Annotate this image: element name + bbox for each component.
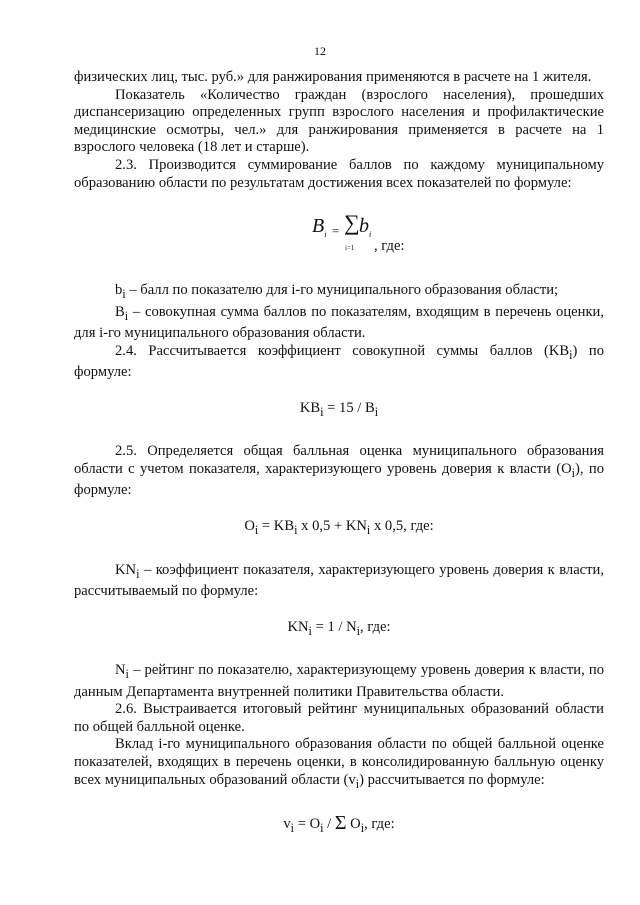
sigma-symbol-2: Σ	[334, 812, 347, 835]
paragraph-2-3: 2.3. Производится суммирование баллов по каждому муниципальному образованию области по результатам достижения всех показателей по формуле:	[74, 156, 604, 191]
paragraph-2-5: 2.5. Определяется общая балльная оценка муниципального образования области с учетом показателя, характеризующего уровень доверия к власти $(O_i)$, по формуле:	[74, 443, 604, 499]
formula-lhs: $B_i$	[312, 215, 327, 240]
definition-b-i: $b_i$ – балл по показателю для i-го муниципального образования области;	[115, 282, 559, 302]
definition-B-i: $B_i$ – совокупная сумма баллов по показателям, входящим в перечень оценки, для i-го муниципального образования области.	[74, 303, 604, 342]
document-body	[74, 69, 604, 838]
paragraph-contribution: Вклад i-го муниципального образования области по общей балльной оценке показателей, входящих в перечень оценки, в консолидированную балльную оценку всех муниципальных образований области $(v_i)$ рассчитывается по формуле:	[74, 736, 604, 791]
definition-kn-i: $KN_i$ – коэффициент показателя, характеризующего уровень доверия к власти, рассчитываемый по формуле:	[74, 561, 604, 600]
page-number: 12	[314, 44, 326, 58]
formula-kn: $KN_i = 1 / N_i$, где:	[287, 618, 391, 638]
formula-where: , где:	[374, 238, 405, 255]
paragraph-2-4: 2.4. Рассчитывается коэффициент совокупной суммы баллов $(KB_i)$ по формуле:	[74, 342, 604, 381]
paragraph-2-6: 2.6. Выстраивается итоговый рейтинг муниципальных образований области по общей балльной оценке.	[74, 701, 604, 735]
sigma-symbol: ∑	[344, 210, 360, 236]
formula-o: $O_i = KB_i$ x $0,5 + KN_i$ x 0,5, где:	[244, 518, 434, 537]
formula-kb: $KB_i = 15 / B_i$	[299, 399, 379, 419]
formula-v: $v_i = O_i / \Sigma$ $O_i$, где:	[283, 812, 395, 835]
paragraph-p2: Показатель «Количество граждан (взрослого населения), прошедших диспансеризацию определенных групп взрослого населения и профилактические медицинские осмотры, чел.» для ранжирования применяется в расчете на 1 взрослого человека (18 лет и старше).	[74, 86, 604, 156]
definition-n-i: $N_i$ – рейтинг по показателю, характеризующему уровень доверия к власти, по данным Департамента внутренней политики Правительства области.	[74, 662, 604, 700]
formula-equals: =	[332, 223, 340, 239]
sigma-limit: i=1	[345, 244, 355, 253]
formula-sum-of-scores	[74, 210, 604, 258]
formula-rhs: $b_i$	[359, 215, 372, 240]
paragraph-p1: физических лиц, тыс. руб.» для ранжирования применяются в расчете на 1 жителя.	[74, 69, 592, 85]
